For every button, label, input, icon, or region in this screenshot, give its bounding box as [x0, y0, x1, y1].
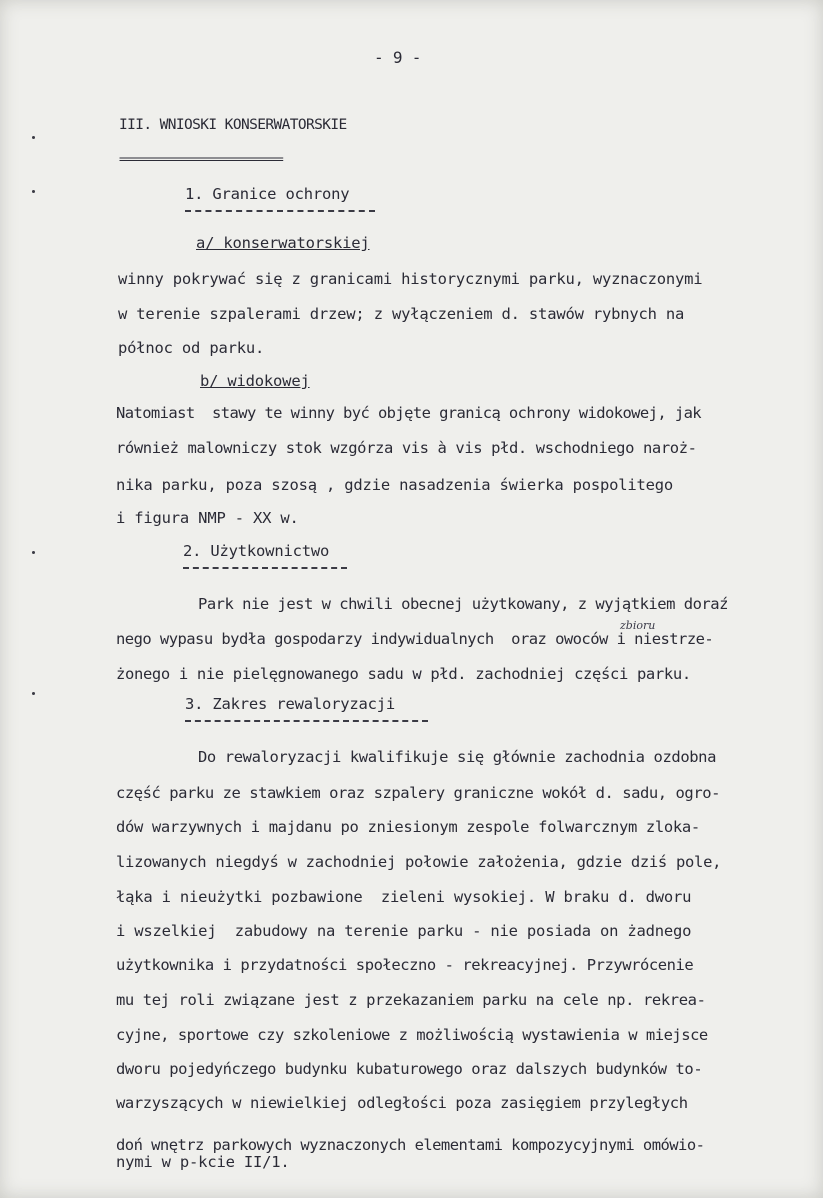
paragraph-line: użytkownika i przydatności społeczno - rekreacyjnej. Przywrócenie [116, 956, 694, 974]
paragraph-line: winny pokrywać się z granicami historycznymi parku, wyznaczonymi [118, 270, 703, 288]
margin-mark [32, 692, 35, 695]
margin-mark [32, 551, 35, 554]
paragraph-line: łąka i nieużytki pozbawione zieleni wysokiej. W braku d. dworu [116, 888, 692, 906]
paragraph-line: żonego i nie pielęgnowanego sadu w płd. zachodniej części parku. [116, 665, 691, 683]
section-title: III. WNIOSKI KONSERWATORSKIE [119, 117, 347, 133]
paragraph-line: cyjne, sportowe czy szkoleniowe z możliwością wystawienia w miejsce [116, 1026, 708, 1044]
paragraph-line: i wszelkiej zabudowy na terenie parku - nie posiada on żadnego [116, 922, 692, 940]
paragraph-line: dów warzywnych i majdanu po zniesionym zespole folwarcznym zloka- [116, 818, 700, 836]
paragraph-line: lizowanych niegdyś w zachodniej połowie założenia, gdzie dziś pole, [116, 853, 722, 871]
heading-uzytkownictwo: 2. Użytkownictwo [183, 542, 330, 560]
section-title-underline: ============================= [119, 153, 283, 165]
heading-underline [183, 567, 347, 569]
margin-mark [32, 136, 35, 139]
paragraph-line: nymi w p-kcie II/1. [116, 1153, 290, 1171]
paragraph-line: również malowniczy stok wzgórza vis à vis płd. wschodniego naroż- [116, 439, 697, 457]
paragraph-line: Park nie jest w chwili obecnej użytkowany, z wyjątkiem doraź [198, 595, 728, 613]
paragraph-line: i figura NMP - XX w. [116, 509, 299, 527]
page-number: - 9 - [374, 48, 422, 67]
handwritten-note: zbioru [620, 619, 656, 632]
heading-granice-ochrony: 1. Granice ochrony [185, 185, 350, 203]
heading-underline [185, 720, 428, 722]
paragraph-line: warzyszących w niewielkiej odległości poza zasięgiem przyległych [116, 1094, 688, 1112]
paragraph-line: mu tej roli związane jest z przekazaniem parku na cele np. rekrea- [116, 991, 706, 1009]
paragraph-line: w terenie szpalerami drzew; z wyłączeniem d. stawów rybnych na [118, 305, 685, 323]
heading-underline [185, 210, 375, 212]
paragraph-line: doń wnętrz parkowych wyznaczonych elementami kompozycyjnymi omówio- [116, 1136, 705, 1154]
margin-mark [32, 190, 35, 193]
paragraph-line: Natomiast stawy te winny być objęte granicą ochrony widokowej, jak [116, 404, 702, 422]
paragraph-line: nego wypasu bydła gospodarzy indywidualnych oraz owoców i niestrze- [116, 630, 714, 648]
paragraph-line: część parku ze stawkiem oraz szpalery graniczne wokół d. sadu, ogro- [116, 784, 720, 802]
subheading-konserwatorskiej: a/ konserwatorskiej [196, 234, 370, 252]
subheading-widokowej: b/ widokowej [200, 372, 310, 390]
heading-zakres-rewaloryzacji: 3. Zakres rewaloryzacji [185, 695, 396, 713]
paragraph-line: północ od parku. [118, 339, 265, 357]
paragraph-line: nika parku, poza szosą , gdzie nasadzenia świerka pospolitego [116, 476, 674, 494]
paragraph-line: Do rewaloryzacji kwalifikuje się głównie zachodnia ozdobna [198, 748, 717, 766]
paragraph-line: dworu pojedyńczego budynku kubaturowego oraz dalszych budynków to- [116, 1060, 703, 1078]
